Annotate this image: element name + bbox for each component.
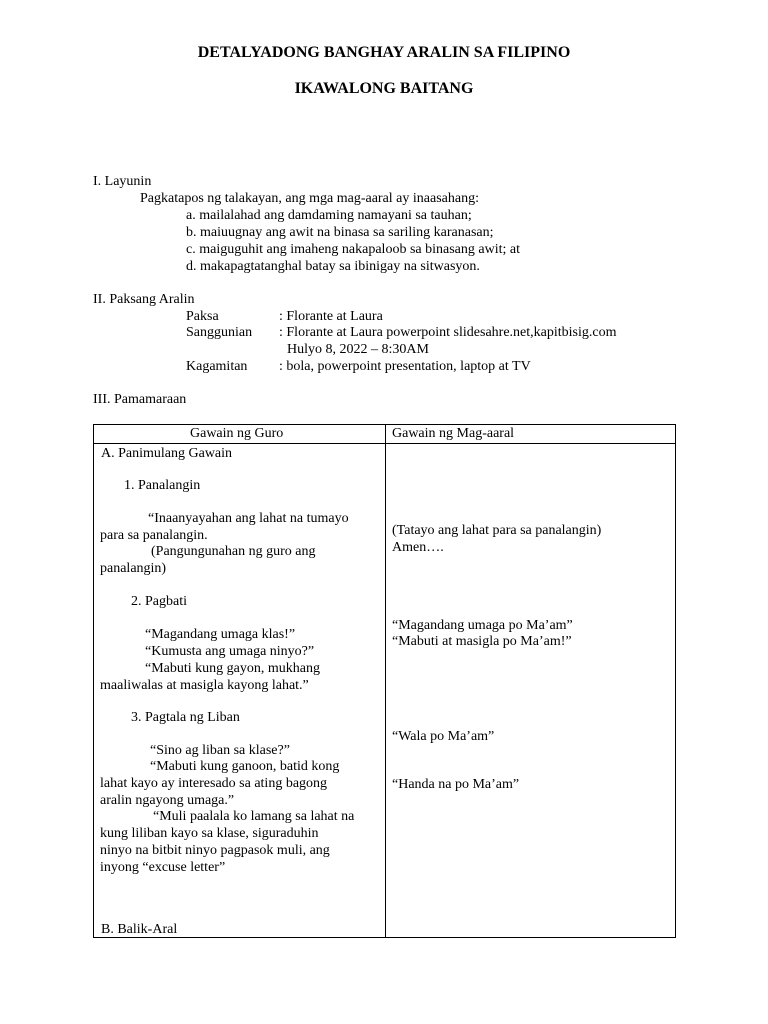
- sagot-tatayo: (Tatayo ang lahat para sa panalangin): [392, 523, 602, 538]
- pamamaraan-heading: III. Pamamaraan: [93, 392, 187, 407]
- pagtala-line: “Muli paalala ko lamang sa lahat na: [153, 809, 355, 824]
- sanggunian-value: : Florante at Laura powerpoint slidesahre.net,kapitbisig.com: [279, 325, 617, 340]
- panalangin-note-cont: panalangin): [100, 561, 167, 576]
- pagtala-line-cont: kung liliban kayo sa klase, siguraduhin: [100, 826, 319, 841]
- pagtala-line-cont: aralin ngayong umaga.”: [100, 793, 235, 808]
- section-balik-aral: B. Balik-Aral: [101, 922, 178, 937]
- pagtala-line-cont: lahat kayo ay interesado sa ating bagong: [100, 776, 328, 791]
- layunin-item: a. mailalahad ang damdaming namayani sa tauhan;: [186, 208, 472, 223]
- paksa-label: Paksa: [186, 309, 219, 324]
- document-title: DETALYADONG BANGHAY ARALIN SA FILIPINO: [197, 44, 571, 61]
- pagtala-line-cont: inyong “excuse letter”: [100, 860, 226, 875]
- sagot-amen: Amen….: [392, 540, 444, 555]
- guro-column: [94, 444, 386, 938]
- layunin-heading: I. Layunin: [93, 174, 152, 189]
- pagtala-line-cont: ninyo na bitbit ninyo pagpasok muli, ang: [100, 843, 330, 858]
- pagbati-line-cont: maaliwalas at masigla kayong lahat.”: [100, 678, 309, 693]
- mag-aaral-column: [386, 444, 676, 938]
- panalangin-text-cont: para sa panalangin.: [100, 528, 208, 543]
- sanggunian-label: Sanggunian: [186, 325, 253, 340]
- sagot-wala: “Wala po Ma’am”: [392, 729, 495, 744]
- pagbati-line: “Kumusta ang umaga ninyo?”: [145, 644, 315, 659]
- layunin-item: c. maiguguhit ang imaheng nakapaloob sa binasang awit; at: [186, 242, 520, 257]
- paksa-value: : Florante at Laura: [279, 309, 383, 324]
- pagtala-line: “Mabuti kung ganoon, batid kong: [150, 759, 340, 774]
- layunin-intro: Pagkatapos ng talakayan, ang mga mag-aaral ay inaasahang:: [140, 191, 479, 206]
- document-subtitle: IKAWALONG BAITANG: [294, 80, 474, 97]
- sanggunian-date: Hulyo 8, 2022 – 8:30AM: [287, 342, 429, 357]
- pagtala-line: “Sino ag liban sa klase?”: [150, 743, 290, 758]
- sagot-mabuti: “Mabuti at masigla po Ma’am!”: [392, 634, 572, 649]
- layunin-item: b. maiuugnay ang awit na binasa sa sariling karanasan;: [186, 225, 494, 240]
- column-header-guro: [94, 425, 386, 444]
- kagamitan-value: : bola, powerpoint presentation, laptop at TV: [279, 359, 531, 374]
- sagot-magandang-umaga: “Magandang umaga po Ma’am”: [392, 618, 573, 633]
- panalangin-note: (Pangungunahan ng guro ang: [151, 544, 316, 559]
- column-header-mag-aaral-label: Gawain ng Mag-aaral: [392, 426, 515, 441]
- kagamitan-label: Kagamitan: [186, 359, 248, 374]
- column-header-guro-label: Gawain ng Guro: [190, 426, 284, 441]
- section-panimulang-gawain: A. Panimulang Gawain: [101, 446, 233, 461]
- column-header-mag-aaral: [386, 425, 676, 444]
- paksang-aralin-heading: II. Paksang Aralin: [93, 292, 195, 307]
- step-pagtala-ng-liban: 3. Pagtala ng Liban: [131, 710, 240, 725]
- step-panalangin: 1. Panalangin: [124, 478, 201, 493]
- pamamaraan-table: [93, 424, 676, 938]
- step-pagbati: 2. Pagbati: [131, 594, 187, 609]
- layunin-item: d. makapagtatanghal batay sa ibinigay na sitwasyon.: [186, 259, 480, 274]
- panalangin-text: “Inaanyayahan ang lahat na tumayo: [148, 511, 349, 526]
- pagbati-line: “Mabuti kung gayon, mukhang: [145, 661, 320, 676]
- sagot-handa: “Handa na po Ma’am”: [392, 777, 520, 792]
- pagbati-line: “Magandang umaga klas!”: [145, 627, 296, 642]
